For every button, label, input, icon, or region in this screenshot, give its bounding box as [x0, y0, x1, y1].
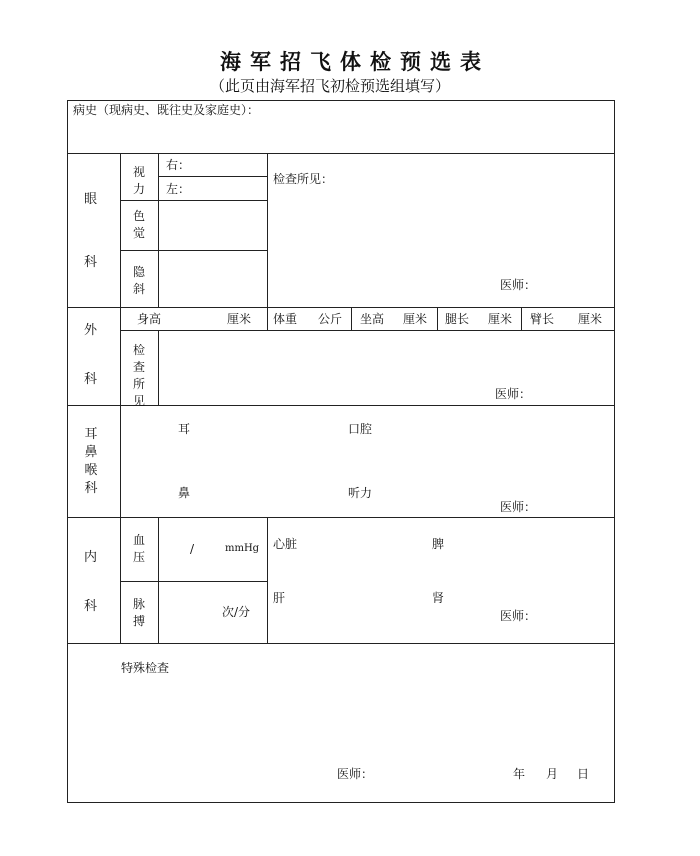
ent-doctor-field[interactable]: 医师： [500, 500, 537, 514]
history-label: 病史（现病史、既往史及家庭史）： [73, 103, 260, 117]
surgery-doctor-field[interactable]: 医师： [495, 387, 532, 401]
surgery-section-label-2: 科 [84, 372, 98, 387]
eye-doctor-field[interactable]: 医师： [500, 278, 537, 292]
page-title: 海军招飞体检预选表 [220, 49, 490, 74]
divider-ent [67, 517, 615, 518]
hearing-label: 听力 [348, 486, 373, 500]
measure-row-line [120, 330, 615, 331]
eye-findings-line [267, 153, 268, 307]
measure-sep-3 [437, 307, 438, 330]
divider-internal [67, 643, 615, 644]
heart-label: 心脏 [273, 537, 298, 551]
ear-label: 耳 [178, 422, 191, 436]
sitting-height-label: 坐高 [360, 312, 385, 326]
special-exam-label: 特殊检查 [121, 661, 170, 675]
color-vision-label: 色 觉 [132, 209, 145, 240]
color-bottom-line [120, 250, 267, 251]
height-unit: 厘米 [227, 312, 252, 326]
nose-label: 鼻 [178, 486, 191, 500]
internal-section-label-2: 科 [84, 599, 98, 614]
spleen-label: 脾 [432, 537, 445, 551]
leg-length-label: 腿长 [445, 312, 470, 326]
pulse-unit: 次/分 [222, 605, 251, 619]
vision-bottom-line [120, 200, 267, 201]
surgery-findings-label: 检 查 所 见 [132, 343, 145, 408]
internal-doctor-field[interactable]: 医师： [500, 609, 537, 623]
vision-right-field[interactable]: 右： [166, 158, 191, 172]
date-month-field[interactable]: 月 [546, 767, 559, 781]
special-doctor-field[interactable]: 医师： [337, 767, 374, 781]
date-year-field[interactable]: 年 [513, 767, 526, 781]
divider-surgery [67, 405, 615, 406]
eye-section-label-2: 科 [84, 255, 98, 270]
weight-label: 体重 [273, 312, 298, 326]
divider-eye [67, 307, 615, 308]
mouth-label: 口腔 [348, 422, 373, 436]
weight-unit: 公斤 [318, 312, 343, 326]
strabismus-label: 隐 斜 [132, 265, 145, 296]
section-column-line [120, 153, 121, 643]
liver-label: 肝 [273, 591, 286, 605]
bp-bottom-line [120, 581, 267, 582]
internal-section-label-1: 内 [84, 550, 98, 565]
date-day-field[interactable]: 日 [577, 767, 590, 781]
height-label: 身高 [137, 312, 162, 326]
blood-pressure-unit: mmHg [225, 543, 260, 554]
measure-sep-4 [521, 307, 522, 330]
leg-length-unit: 厘米 [488, 312, 513, 326]
page-subtitle: （此页由海军招飞初检预选组填写） [210, 77, 451, 95]
sitting-height-unit: 厘米 [403, 312, 428, 326]
blood-pressure-label: 血 压 [132, 533, 145, 564]
arm-length-label: 臂长 [530, 312, 555, 326]
vision-split-line [158, 176, 267, 177]
internal-findings-line [267, 517, 268, 643]
internal-sublabel-line [158, 517, 159, 643]
surgery-findings-line [158, 330, 159, 405]
vision-left-field[interactable]: 左： [166, 182, 191, 196]
eye-findings-label: 检查所见： [273, 172, 334, 186]
kidney-label: 肾 [432, 591, 445, 605]
surgery-section-label-1: 外 [84, 323, 98, 338]
pulse-label: 脉 搏 [132, 597, 145, 628]
vision-label: 视 力 [132, 165, 145, 196]
eye-section-label-1: 眼 [84, 192, 98, 207]
divider-history [67, 153, 615, 154]
blood-pressure-separator: / [190, 542, 195, 556]
measure-sep-1 [267, 307, 268, 330]
form-frame [67, 100, 615, 803]
measure-sep-2 [351, 307, 352, 330]
ent-section-label: 耳 鼻 喉 科 [84, 427, 98, 496]
arm-length-unit: 厘米 [578, 312, 603, 326]
